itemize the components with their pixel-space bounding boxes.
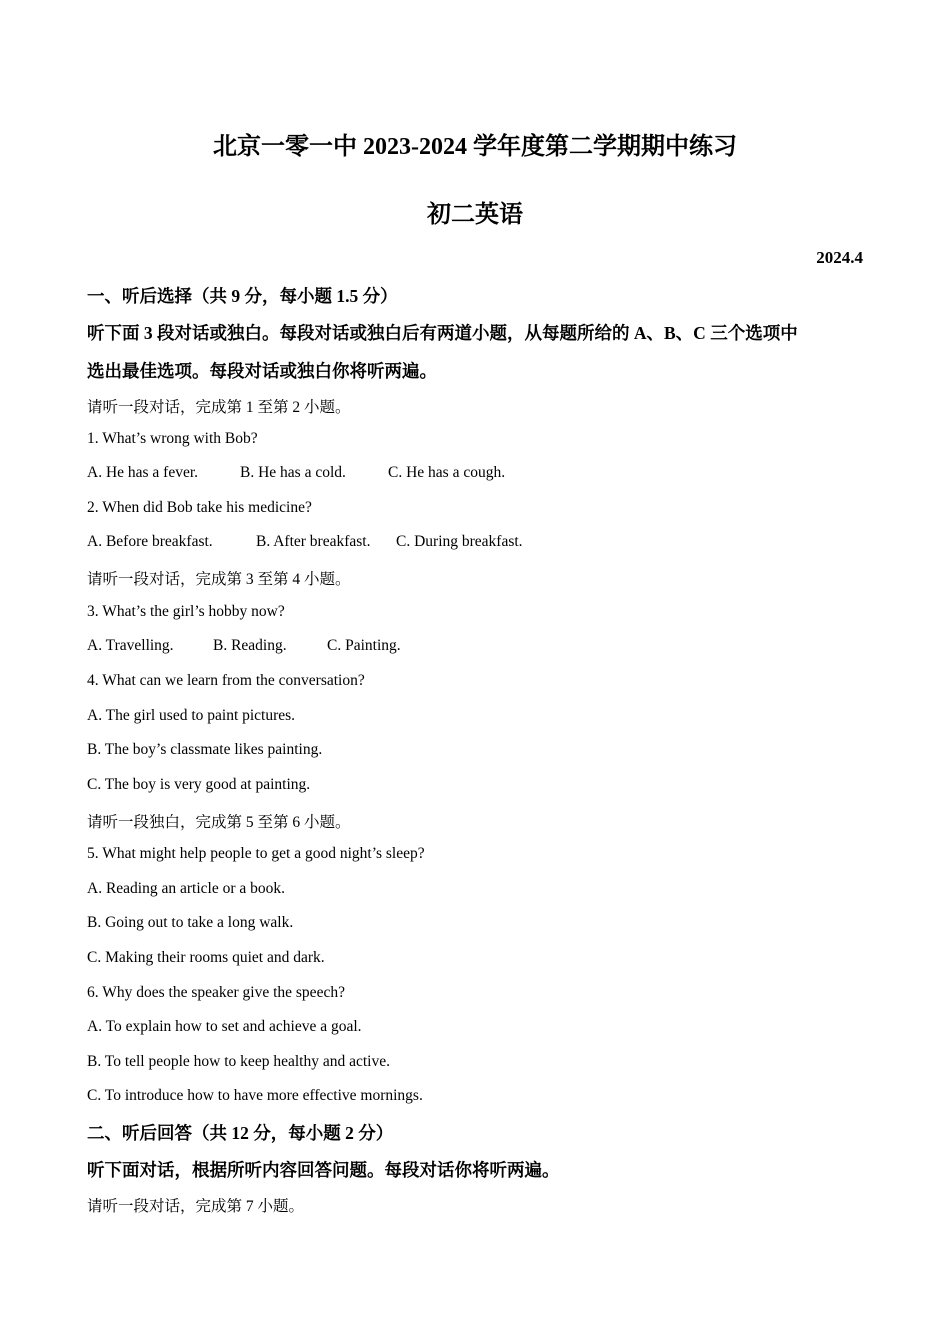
q6-option-a: A. To explain how to set and achieve a goal. — [87, 1018, 362, 1035]
q1-option-b: B. He has a cold. — [240, 464, 346, 481]
exam-title: 北京一零一中 2023-2024 学年度第二学期期中练习 — [213, 134, 737, 160]
question-5: 5. What might help people to get a good night’s sleep? — [87, 845, 425, 862]
q5-option-c: C. Making their rooms quiet and dark. — [87, 949, 325, 966]
question-3-options — [87, 637, 401, 655]
question-3: 3. What’s the girl’s hobby now? — [87, 603, 285, 620]
listening-prompt-3: 请听一段独白，完成第 5 至第 6 小题。 — [87, 814, 351, 831]
q1-option-c: C. He has a cough. — [388, 464, 506, 481]
q2-option-c: C. During breakfast. — [396, 533, 523, 550]
exam-date: 2024.4 — [816, 248, 863, 267]
q2-option-a: A. Before breakfast. — [87, 533, 213, 550]
question-1: 1. What’s wrong with Bob? — [87, 430, 258, 447]
q2-option-b: B. After breakfast. — [256, 533, 371, 550]
q4-option-c: C. The boy is very good at painting. — [87, 776, 311, 793]
q5-option-b: B. Going out to take a long walk. — [87, 914, 294, 931]
exam-subtitle: 初二英语 — [427, 202, 523, 228]
q5-option-a: A. Reading an article or a book. — [87, 880, 285, 897]
section2-heading: 二、听后回答（共 12 分，每小题 2 分） — [87, 1123, 394, 1143]
listening-prompt-1: 请听一段对话，完成第 1 至第 2 小题。 — [87, 399, 351, 416]
question-1-options — [87, 464, 505, 482]
section2-instruction: 听下面对话，根据所听内容回答问题。每段对话你将听两遍。 — [87, 1160, 560, 1180]
question-6: 6. Why does the speaker give the speech? — [87, 984, 345, 1001]
q3-option-b: B. Reading. — [213, 637, 287, 654]
section1-instruction-line2: 选出最佳选项。每段对话或独白你将听两遍。 — [87, 361, 437, 381]
section1-heading: 一、听后选择（共 9 分，每小题 1.5 分） — [87, 286, 398, 306]
question-2: 2. When did Bob take his medicine? — [87, 499, 312, 516]
q4-option-b: B. The boy’s classmate likes painting. — [87, 741, 323, 758]
q6-option-b: B. To tell people how to keep healthy and active. — [87, 1053, 390, 1070]
q3-option-a: A. Travelling. — [87, 637, 174, 654]
question-2-options — [87, 533, 523, 551]
q4-option-a: A. The girl used to paint pictures. — [87, 707, 296, 724]
section2-prompt-1: 请听一段对话，完成第 7 小题。 — [87, 1198, 305, 1215]
q6-option-c: C. To introduce how to have more effective mornings. — [87, 1087, 423, 1104]
question-4: 4. What can we learn from the conversation? — [87, 672, 365, 689]
section1-instruction-line1: 听下面 3 段对话或独白。每段对话或独白后有两道小题，从每题所给的 A、B、C 三个选项中 — [87, 323, 798, 343]
q3-option-c: C. Painting. — [327, 637, 401, 654]
listening-prompt-2: 请听一段对话，完成第 3 至第 4 小题。 — [87, 571, 351, 588]
q1-option-a: A. He has a fever. — [87, 464, 199, 481]
